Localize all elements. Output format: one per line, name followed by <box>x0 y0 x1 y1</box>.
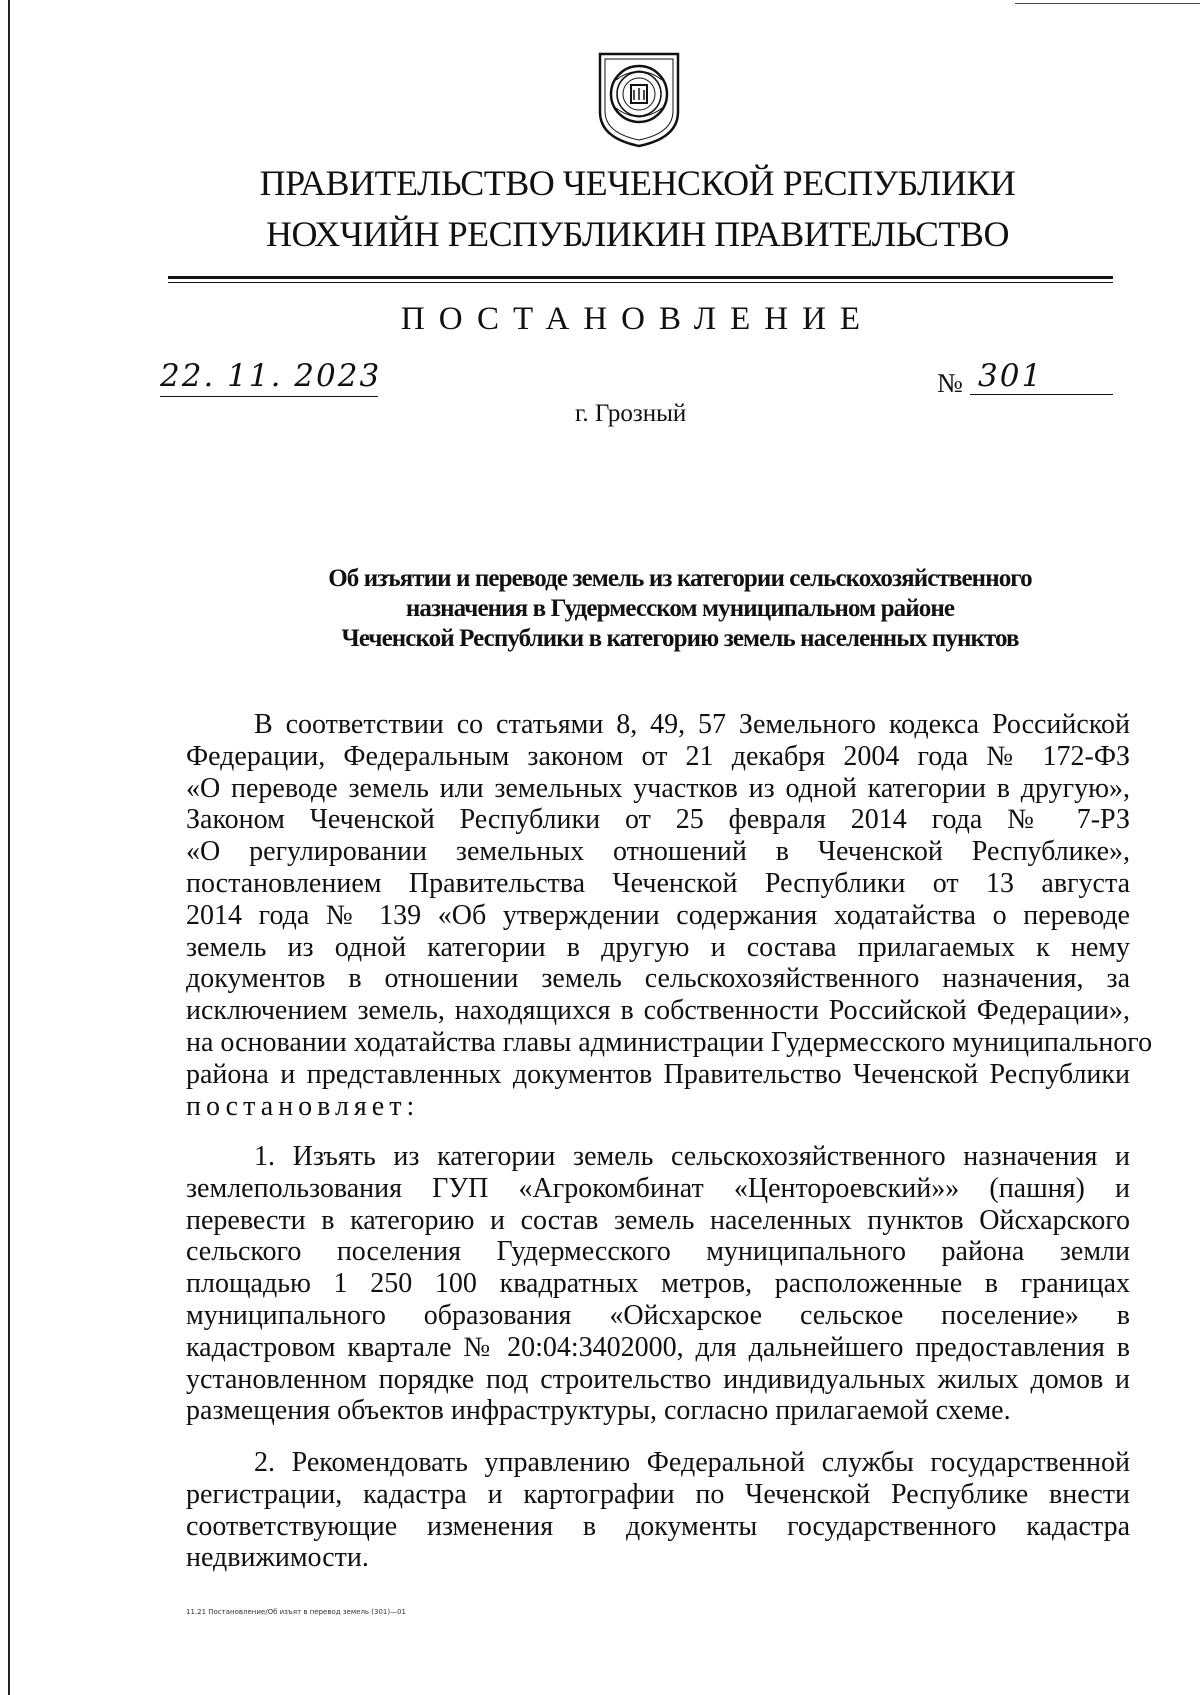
preamble-paragraph <box>186 709 1153 1122</box>
text-line: регистрации, кадастра и картографии по Чеченской Республике внести <box>186 1478 1130 1510</box>
file-reference: 11.21 Постановление/Об изъят в перевод земель (301)—01 <box>186 1608 406 1616</box>
document-type: ПОСТАНОВЛЕНИЕ <box>400 301 875 337</box>
government-title-ce: НОХЧИЙН РЕСПУБЛИКИН ПРАВИТЕЛЬСТВО <box>266 214 1009 254</box>
text-line: В соответствии со статьями 8, 49, 57 Земельного кодекса Российской <box>254 709 1130 740</box>
header-divider-thick <box>168 276 1113 279</box>
document-date: 22. 11. 2023 <box>160 358 378 397</box>
text-line: 1. Изъять из категории земель сельскохозяйственного назначения и <box>254 1141 1130 1172</box>
header-divider-thin <box>168 282 1113 283</box>
text-line: установленном порядке под строительство индивидуальных жилых домов и <box>186 1363 1130 1395</box>
text-line: постановлением Правительства Чеченской Республики от 13 августа <box>186 867 1130 899</box>
coat-of-arms-icon <box>596 50 682 148</box>
text-line: «О регулировании земельных отношений в Чеченской Республике», <box>186 836 1130 868</box>
subject-line: Об изъятии и переводе земель из категории сельскохозяйственного <box>328 565 1032 592</box>
text-line: района и представленных документов Правительство Чеченской Республики <box>186 1058 1130 1090</box>
number-label: № <box>937 368 963 398</box>
text-line: сельского поселения Гудермесского муниципального района земли <box>186 1236 1130 1268</box>
text-line: исключением земель, находящихся в собственности Российской Федерации», <box>186 995 1130 1027</box>
subject-line: назначения в Гудермесском муниципальном районе <box>405 595 955 622</box>
text-line: муниципального образования «Ойсхарское сельское поселение» в <box>186 1299 1130 1331</box>
text-line: кадастровом квартале № 20:04:3402000, для дальнейшего предоставления в <box>186 1331 1130 1363</box>
text-line: 2014 года № 139 «Об утверждении содержания ходатайства о переводе <box>186 899 1130 931</box>
text-line: соответствующие изменения в документы государственного кадастра <box>186 1510 1130 1542</box>
document-subject <box>250 564 1110 654</box>
text-line: «О переводе земель или земельных участков из одной категории в другую», <box>186 772 1130 804</box>
text-line: на основании ходатайства главы администрации Гудермесского муниципального <box>186 1026 1153 1058</box>
text-line: площадью 1 250 100 квадратных метров, расположенные в границах <box>186 1268 1130 1300</box>
city: г. Грозный <box>575 400 687 427</box>
text-line: Федерации, Федеральным законом от 21 декабря 2004 года № 172-ФЗ <box>186 740 1130 772</box>
item-1-paragraph <box>186 1141 1130 1427</box>
text-line: земель из одной категории в другую и состава прилагаемых к нему <box>186 931 1130 963</box>
item-2-paragraph <box>186 1447 1130 1574</box>
subject-line: Чеченской Республики в категорию земель населенных пунктов <box>341 625 1019 652</box>
text-line: документов в отношении земель сельскохозяйственного назначения, за <box>186 963 1130 995</box>
document-number: 301 <box>970 358 1113 395</box>
text-line: Законом Чеченской Республики от 25 февраля 2014 года № 7-РЗ <box>186 804 1130 836</box>
text-line: размещения объектов инфраструктуры, согласно прилагаемой схеме. <box>186 1395 1011 1427</box>
government-title-ru: ПРАВИТЕЛЬСТВО ЧЕЧЕНСКОЙ РЕСПУБЛИКИ <box>259 163 1016 203</box>
scan-edge-left <box>8 0 10 1695</box>
text-line: недвижимости. <box>186 1542 369 1574</box>
text-line: землепользования ГУП «Агрокомбинат «Центороевский»» (пашня) и <box>186 1172 1130 1204</box>
text-line: 2. Рекомендовать управлению Федеральной службы государственной <box>254 1447 1130 1478</box>
scan-edge-top <box>1015 3 1200 4</box>
text-line: перевести в категорию и состав земель населенных пунктов Ойсхарского <box>186 1204 1130 1236</box>
resolves-word: постановляет: <box>186 1090 420 1122</box>
